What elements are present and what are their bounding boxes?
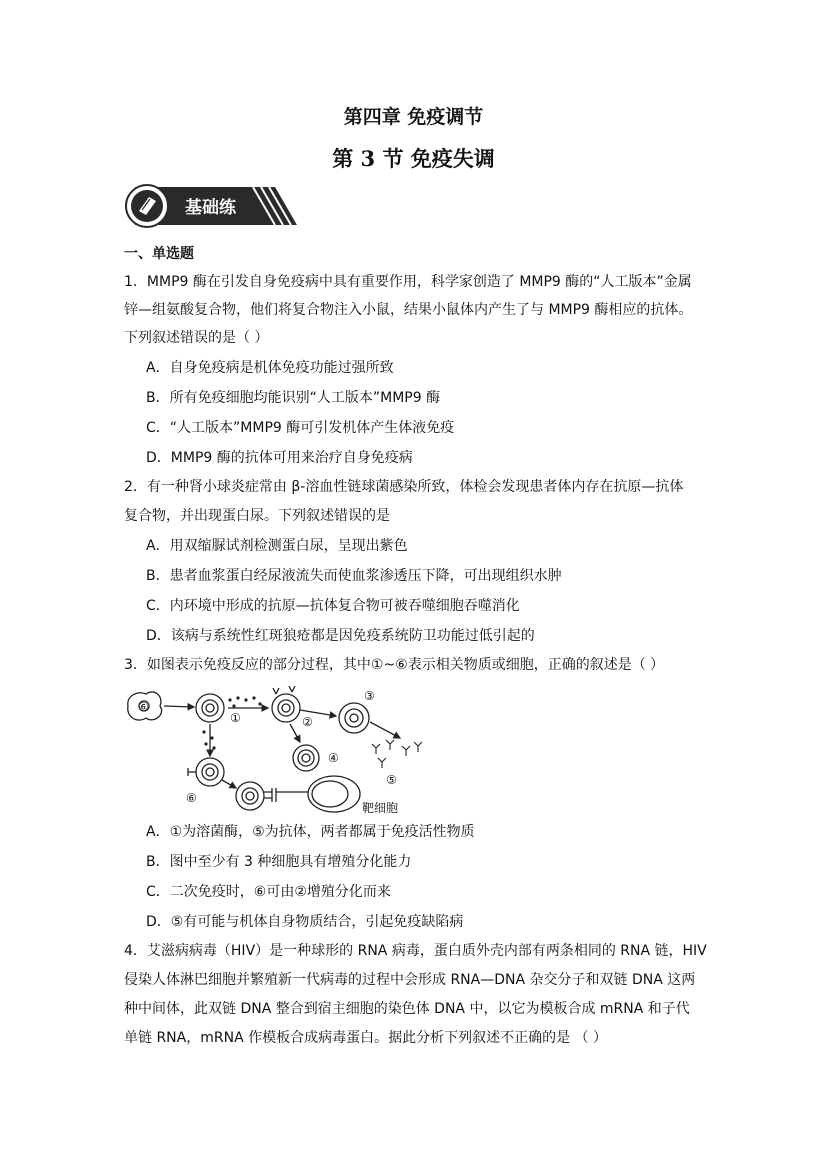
section-title: 第 3 节 免疫失调: [332, 146, 495, 171]
q1-option-b: B．所有免疫细胞均能识别“人工版本”MMP9 酶: [146, 390, 441, 406]
diagram-label-2: ②: [302, 715, 313, 729]
q2-option-a: A．用双缩脲试剂检测蛋白尿，呈现出紫色: [146, 538, 408, 554]
q1-line-3: 下列叙述错误的是（ ）: [124, 330, 269, 346]
diagram-label-5: ⑤: [386, 773, 397, 787]
immune-process-diagram: [124, 686, 444, 814]
badge-label: 基础练: [185, 198, 236, 218]
section-heading: 一、单选题: [124, 246, 194, 262]
q3-option-c: C．二次免疫时，⑥可由②增殖分化而来: [146, 884, 391, 900]
diagram-label-6b: ⑥: [186, 791, 197, 805]
chapter-title: 第四章 免疫调节: [343, 106, 484, 128]
diagram-label-3: ③: [364, 689, 375, 703]
q4-line-2: 侵染人体淋巴细胞并繁殖新一代病毒的过程中会形成 RNA—DNA 杂交分子和双链 DNA 这两: [124, 972, 696, 988]
basic-practice-badge: [125, 183, 300, 229]
q1-option-c: C．“人工版本”MMP9 酶可引发机体产生体液免疫: [146, 420, 455, 436]
q3-option-d: D．⑤有可能与机体自身物质结合，引起免疫缺陷病: [146, 914, 464, 930]
q2-option-d: D．该病与系统性红斑狼疮都是因免疫系统防卫功能过低引起的: [146, 628, 535, 644]
q2-line-2: 复合物，并出现蛋白尿。下列叙述错误的是: [124, 508, 390, 524]
q4-line-1: 4．艾滋病病毒（HIV）是一种球形的 RNA 病毒，蛋白质外壳内部有两条相同的 RNA 链，HIV: [124, 943, 707, 959]
diagram-label-4: ④: [328, 751, 339, 765]
q2-option-c: C．内环境中形成的抗原—抗体复合物可被吞噬细胞吞噬消化: [146, 598, 520, 614]
q4-line-3: 种中间体，此双链 DNA 整合到宿主细胞的染色体 DNA 中，以它为模板合成 mRNA 和子代: [124, 1001, 690, 1017]
diagram-label-6a: ⑥: [138, 700, 149, 714]
diagram-label-1: ①: [230, 711, 241, 725]
q3-line-1: 3．如图表示免疫反应的部分过程，其中①~⑥表示相关物质或细胞，正确的叙述是（ ）: [124, 657, 665, 673]
q3-option-a: A．①为溶菌酶，⑤为抗体，两者都属于免疫活性物质: [146, 824, 475, 840]
q1-option-d: D．MMP9 酶的抗体可用来治疗自身免疫病: [146, 450, 413, 466]
q3-option-b: B．图中至少有 3 种细胞具有增殖分化能力: [146, 854, 412, 870]
q1-option-a: A．自身免疫病是机体免疫功能过强所致: [146, 360, 394, 376]
q2-option-b: B．患者血浆蛋白经尿液流失而使血浆渗透压下降，可出现组织水肿: [146, 568, 562, 584]
q4-line-4: 单链 RNA，mRNA 作模板合成病毒蛋白。据此分析下列叙述不正确的是 （ ）: [124, 1030, 607, 1046]
diagram-label-target-cell: 靶细胞: [362, 801, 399, 814]
q1-line-1: 1．MMP9 酶在引发自身免疫病中具有重要作用，科学家创造了 MMP9 酶的“人工版本”金属: [124, 274, 692, 290]
q1-line-2: 锌—组氨酸复合物，他们将复合物注入小鼠，结果小鼠体内产生了与 MMP9 酶相应的抗体。: [124, 302, 693, 318]
q2-line-1: 2．有一种肾小球炎症常由 β-溶血性链球菌感染所致，体检会发现患者体内存在抗原—抗体: [124, 479, 684, 495]
